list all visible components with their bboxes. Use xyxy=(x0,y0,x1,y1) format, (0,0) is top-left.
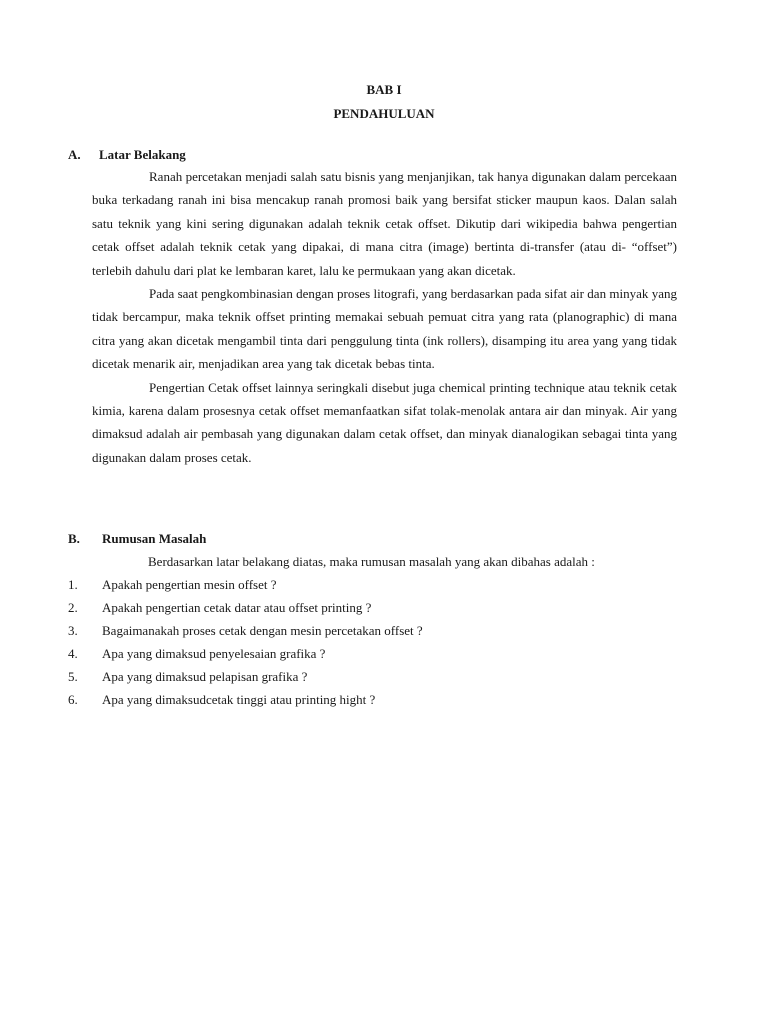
section-a-heading xyxy=(68,145,186,165)
chapter-title: PENDAHULUAN xyxy=(333,106,435,121)
section-b-title: Rumusan Masalah xyxy=(102,531,207,546)
list-text: Apa yang dimaksud pelapisan grafika ? xyxy=(102,669,308,684)
list-number: 5. xyxy=(68,669,78,684)
section-b-heading xyxy=(68,529,206,549)
list-number: 2. xyxy=(68,600,78,615)
section-a-letter: A. xyxy=(68,147,81,162)
list-item xyxy=(68,690,688,713)
list-number: 6. xyxy=(68,692,78,707)
list-number: 3. xyxy=(68,623,78,638)
question-list xyxy=(68,575,688,713)
chapter-heading xyxy=(0,80,768,128)
section-a-body xyxy=(92,165,677,469)
section-b-intro: Berdasarkan latar belakang diatas, maka rumusan masalah yang akan dibahas adalah : xyxy=(148,554,595,569)
section-a-title: Latar Belakang xyxy=(99,147,186,162)
list-text: Apakah pengertian cetak datar atau offset printing ? xyxy=(102,600,372,615)
list-item xyxy=(68,667,688,690)
paragraph: Ranah percetakan menjadi salah satu bisnis yang menjanjikan, tak hanya digunakan dalam percekaan buka terkadang ranah ini bisa mencakup ranah promosi baik yang bersifat sticker maupun kaos. Dalan salah satu teknik yang kini sering digunakan adalah teknik cetak offset. Dikutip dari wikipedia bahwa pengertian cetak offset adalah teknik cetak yang dipakai, di mana citra (image) bertinta di-transfer (atau di- “offset”) terlebih dahulu dari plat ke lembaran karet, lalu ke permukaan yang akan dicetak. xyxy=(92,169,677,278)
list-text: Bagaimanakah proses cetak dengan mesin percetakan offset ? xyxy=(102,623,423,638)
paragraph: Pengertian Cetak offset lainnya seringkali disebut juga chemical printing technique atau teknik cetak kimia, karena dalam prosesnya cetak offset memanfaatkan sifat tolak-menolak antara air dan minyak. Air yang dimaksud adalah air pembasah yang digunakan dalam cetak offset, dan minyak dianalogikan sebagai tinta yang digunakan dalam proses cetak. xyxy=(92,379,677,465)
chapter-number: BAB I xyxy=(366,82,402,97)
list-item xyxy=(68,621,688,644)
paragraph: Pada saat pengkombinasian dengan proses litografi, yang berdasarkan pada sifat air dan minyak yang tidak bercampur, maka teknik offset printing memakai sebuah pemuat citra yang rata (planographic) di mana citra yang akan dicetak mengambil tinta dari penggulung tinta (ink rollers), disamping itu area yang yang tidak dicetak menarik air, menjadikan area yang tak dicetak bebas tinta. xyxy=(92,286,677,372)
list-text: Apa yang dimaksudcetak tinggi atau printing hight ? xyxy=(102,692,376,707)
list-item xyxy=(68,644,688,667)
list-number: 4. xyxy=(68,646,78,661)
list-number: 1. xyxy=(68,577,78,592)
list-item xyxy=(68,598,688,621)
section-b-letter: B. xyxy=(68,531,80,546)
list-item xyxy=(68,575,688,598)
list-text: Apakah pengertian mesin offset ? xyxy=(102,577,277,592)
list-text: Apa yang dimaksud penyelesaian grafika ? xyxy=(102,646,326,661)
